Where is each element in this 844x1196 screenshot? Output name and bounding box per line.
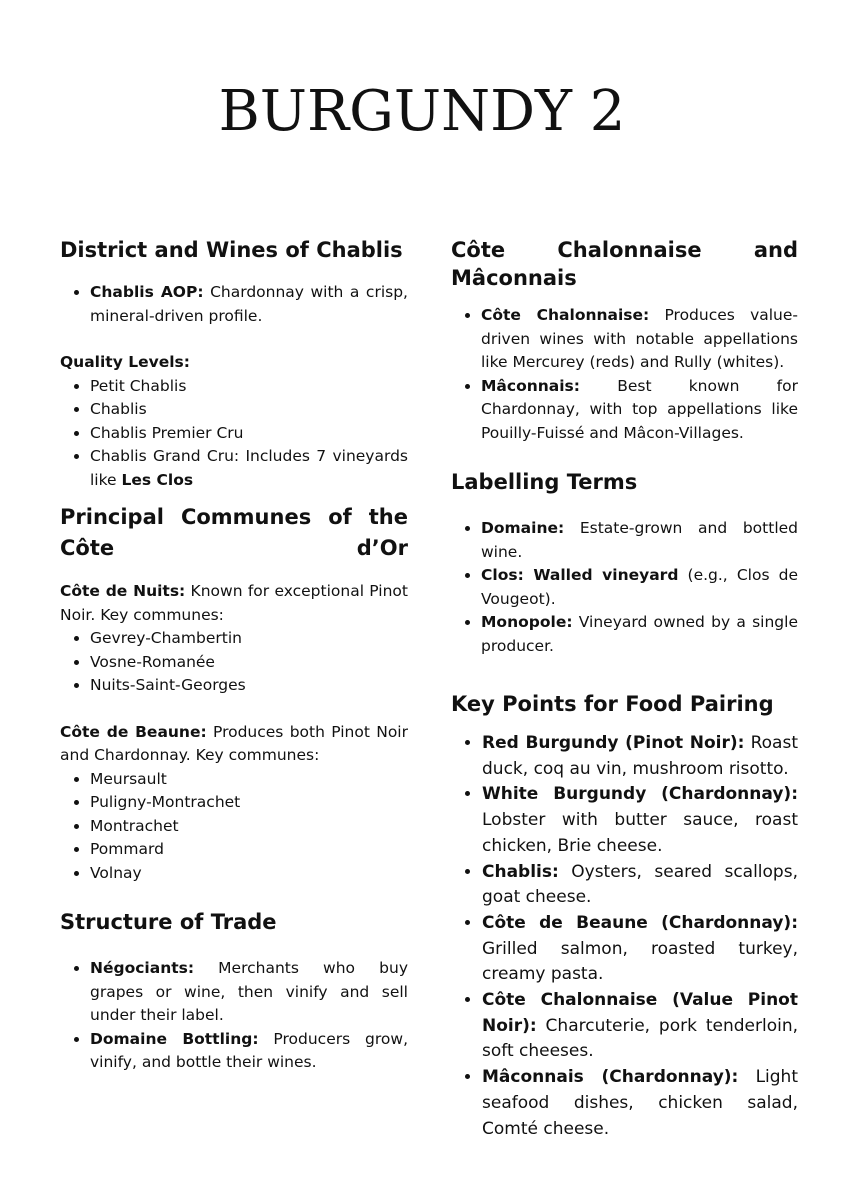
list-item xyxy=(481,564,798,611)
term: White Burgundy (Chardonnay): xyxy=(482,784,798,805)
chablis-aop-list xyxy=(60,281,408,328)
communes-section xyxy=(60,580,408,885)
quality-levels-list xyxy=(60,375,408,493)
pairing-heading: Key Points for Food Pairing xyxy=(451,692,774,716)
term: Côte de Nuits: xyxy=(60,582,186,600)
description: Merchants who buy grapes or wine, then vinify and sell under their label. xyxy=(90,959,408,1024)
labelling-heading: Labelling Terms xyxy=(451,470,638,494)
description: Produces both Pinot Noir and Chardonnay. Key communes: xyxy=(60,722,408,764)
trade-list xyxy=(60,957,408,1075)
list-item: • Gevrey-Chambertin xyxy=(90,627,408,651)
right-column xyxy=(451,236,798,1142)
list-item xyxy=(90,445,408,492)
description: Vineyard owned by a single producer. xyxy=(481,613,798,655)
list-item: • Vosne-Romanée xyxy=(90,651,408,675)
list-item: • Chablis Premier Cru xyxy=(90,422,408,446)
list-item xyxy=(481,517,798,564)
list-item xyxy=(481,304,798,375)
term: Monopole: xyxy=(481,613,573,631)
labelling-section xyxy=(451,517,798,658)
term: Côte de Beaune (Chardonnay): xyxy=(482,912,798,933)
term: Clos: Walled vineyard xyxy=(481,566,679,584)
chalonnaise-section xyxy=(451,304,798,445)
term: Mâconnais (Chardonnay): xyxy=(482,1067,739,1088)
description: Best known for Chardonnay, with top appellations like Pouilly-Fuissé and Mâcon-Villages. xyxy=(481,376,798,442)
list-item xyxy=(482,1065,798,1142)
list-item: • Pommard xyxy=(90,838,408,862)
list-item: • Petit Chablis xyxy=(90,375,408,399)
chalonnaise-list xyxy=(451,304,798,445)
quality-levels-label: Quality Levels: xyxy=(60,353,190,371)
description: Light seafood dishes, chicken salad, Comté cheese. xyxy=(482,1067,798,1139)
term: Chablis: xyxy=(482,861,559,882)
chablis-heading: District and Wines of Chablis xyxy=(60,238,403,262)
pairing-list xyxy=(451,731,798,1142)
description: Estate-grown and bottled wine. xyxy=(481,519,798,561)
pairing-section xyxy=(451,731,798,1142)
list-item: • Chablis xyxy=(90,398,408,422)
description: Charcuterie, pork tenderloin, soft cheeses. xyxy=(482,1015,798,1062)
term: Mâconnais: xyxy=(481,376,580,395)
left-column xyxy=(60,236,408,1075)
list-item xyxy=(482,911,798,988)
trade-heading: Structure of Trade xyxy=(60,910,277,934)
communes-heading: Principal Communes of the Côte d’Or xyxy=(60,505,408,560)
page-title: BURGUNDY 2 xyxy=(218,79,626,144)
term: Domaine Bottling: xyxy=(90,1029,259,1048)
description: Produces value-driven wines with notable appellations like Mercurey (reds) and Rully (whites). xyxy=(481,306,799,371)
chablis-section xyxy=(60,281,408,492)
description: Oysters, seared scallops, goat cheese. xyxy=(482,861,798,908)
term: Côte Chalonnaise (Value Pinot Noir): xyxy=(482,990,798,1036)
list-item xyxy=(482,988,798,1065)
description: (e.g., Clos de Vougeot). xyxy=(481,566,799,608)
list-item: • Montrachet xyxy=(90,815,408,839)
list-item xyxy=(482,731,798,782)
list-item xyxy=(90,281,408,328)
chalonnaise-heading: Côte Chalonnaise and Mâconnais xyxy=(451,238,798,290)
list-item xyxy=(481,375,798,446)
description: Lobster with butter sauce, roast chicken, Brie cheese. xyxy=(482,810,798,856)
list-item xyxy=(90,957,408,1028)
term: Chablis AOP: xyxy=(90,283,204,301)
description: Producers grow, vinify, and bottle their wines. xyxy=(90,1029,408,1071)
description: Roast duck, coq au vin, mushroom risotto. xyxy=(482,733,798,779)
list-item: • Puligny-Montrachet xyxy=(90,791,408,815)
term: Côte de Beaune: xyxy=(60,722,207,741)
term: Côte Chalonnaise: xyxy=(481,306,650,324)
list-item xyxy=(481,611,798,658)
list-item: • Nuits-Saint-Georges xyxy=(90,674,408,698)
list-item xyxy=(482,860,798,911)
term: Red Burgundy (Pinot Noir): xyxy=(482,733,745,753)
list-item xyxy=(90,1028,408,1075)
list-item: • Meursault xyxy=(90,768,408,792)
description: Chablis Grand Cru: Includes 7 vineyards like xyxy=(90,447,408,489)
term: Domaine: xyxy=(481,519,565,537)
list-item xyxy=(482,782,798,859)
trade-section xyxy=(60,957,408,1075)
labelling-list xyxy=(451,517,798,658)
nuits-communes-list xyxy=(60,627,408,698)
description: Known for exceptional Pinot Noir. Key communes: xyxy=(60,582,408,624)
list-item: • Volnay xyxy=(90,862,408,886)
description: Grilled salmon, roasted turkey, creamy pasta. xyxy=(482,938,798,985)
description: Chardonnay with a crisp, mineral-driven profile. xyxy=(90,283,408,325)
term: Les Clos xyxy=(121,470,194,489)
term: Négociants: xyxy=(90,959,195,977)
beaune-communes-list xyxy=(60,768,408,886)
